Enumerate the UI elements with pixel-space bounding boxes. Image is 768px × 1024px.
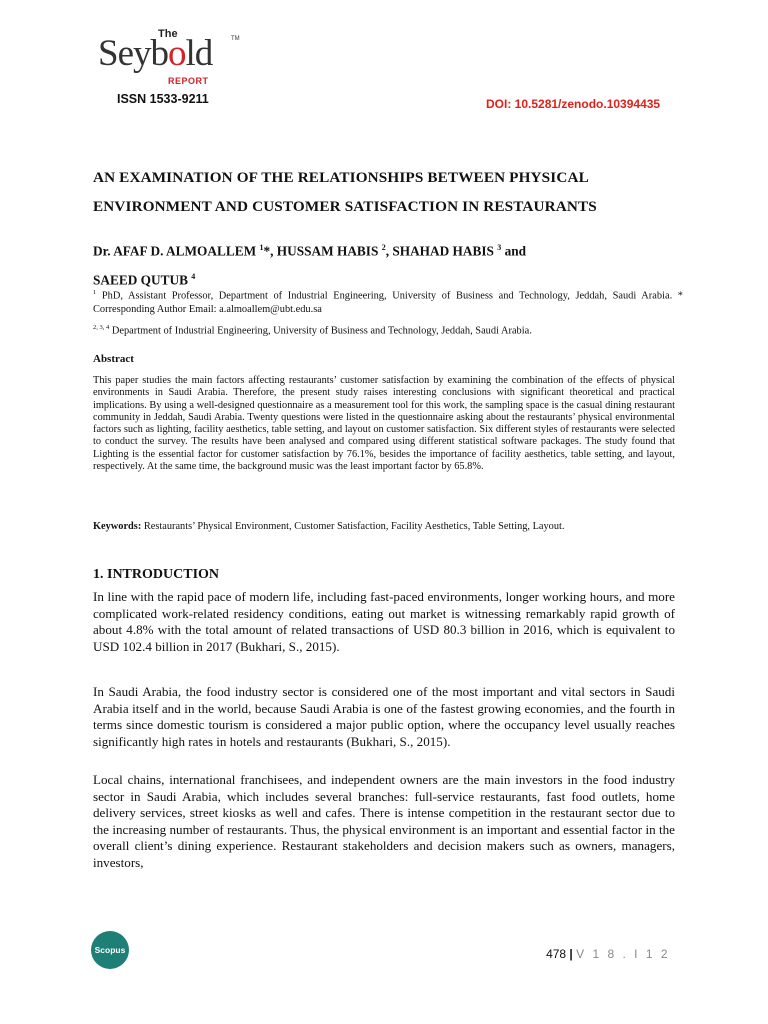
logo-word-a: Seyb (98, 33, 168, 74)
footer-separator: | (566, 947, 577, 961)
affiliation-1-sup: 1 (93, 289, 97, 296)
scopus-badge-icon: Scopus (91, 931, 129, 969)
author-sep: , (385, 243, 393, 259)
page-footer (540, 947, 670, 961)
journal-logo (96, 28, 246, 88)
title-line-1: AN EXAMINATION OF THE RELATIONSHIPS BETWEEN PHYSICAL (93, 169, 589, 186)
abstract-heading: Abstract (93, 353, 134, 365)
keywords-label: Keywords: (93, 521, 142, 532)
section-heading-introduction: 1. INTRODUCTION (93, 567, 220, 582)
keywords (93, 521, 675, 534)
logo-report: REPORT (168, 76, 209, 86)
page-number: 478 (546, 947, 567, 961)
abstract-body: This paper studies the main factors affecting restaurants’ customer satisfaction by examining the combination of the effects of physical environments in Saudi Arabia. Therefore, the present study raises interesting conclusions with significant theoretical and practical implications. By using a well-designed questionnaire as a measurement tool for this work, the sampling space is the casual dining restaurant community in Jeddah, Saudi Arabia. Twenty questions were listed in the questionnaire asking about the restaurants’ physical environmental factors such as lighting, facility aesthetics, table setting, and layout on customer satisfaction. Six different styles of restaurants were selected to conduct the survey. The results have been analysed and compared using different statistical software packages. The study found that Lighting is the essential factor for customer satisfaction by 76.1%, besides the importance of facility aesthetics, table setting, and layout, respectively. At the same time, the background music was the least important factor by 65.8%. (93, 375, 675, 473)
affiliation-1 (93, 286, 683, 316)
author-3: SHAHAD HABIS (392, 243, 498, 259)
intro-paragraph-1: In line with the rapid pace of modern life, including fast-paced environments, longer working hours, and more complicated work-related residency conditions, eating out market is witnessing remarkably rapid growth of about 4.8% with the total amount of related transactions of USD 80.3 billion in 2016, which is equivalent to USD 102.4 billion in 2017 (Bukhari, S., 2015). (93, 589, 675, 654)
intro-paragraph-2: In Saudi Arabia, the food industry sector is considered one of the most important and vital sectors in Saudi Arabia itself and in the world, because Saudi Arabia is one of the fastest growing economies, and the fourth in terms since domestic tourism is considered a major public option, where the occupancy level usually reaches significantly high rates in hotels and restaurants (Bukhari, S., 2015). (93, 684, 675, 749)
affiliation-1-text: PhD, Assistant Professor, Department of Industrial Engineering, University of Business and Technology, Jeddah, Saudi Arabia. * Corresponding Author Email: a.almoallem@ubt.edu.sa (93, 290, 683, 315)
author-1-star: *, (263, 243, 277, 259)
paper-title (93, 163, 683, 221)
keywords-text: Restaurants’ Physical Environment, Customer Satisfaction, Facility Aesthetics, Table Setting, Layout. (141, 521, 565, 532)
author-1-sup: 1 (259, 243, 264, 252)
author-3-sup: 3 (497, 243, 502, 252)
title-line-2: ENVIRONMENT AND CUSTOMER SATISFACTION IN RESTAURANTS (93, 198, 597, 215)
logo-word-b: ld (185, 33, 213, 74)
author-4-sup: 4 (191, 272, 196, 282)
intro-paragraph-3: Local chains, international franchisees, and independent owners are the main investors in the food industry sector in Saudi Arabia, which includes several branches: full-service restaurants, fast food outlets, home delivery services, street kiosks as well and cafes. There is intense competition in the restaurant sector due to the increasing number of restaurants. Thus, the physical environment is an important and essential factor in the overall client’s dining experience. Restaurant stakeholders and decision makers such as owners, managers, investors, (93, 772, 675, 870)
author-4: SAEED QUTUB (93, 272, 192, 288)
doi-link[interactable]: DOI: 10.5281/zenodo.10394435 (486, 97, 661, 111)
author-1: Dr. AFAF D. ALMOALLEM (93, 243, 260, 259)
author-2-sup: 2 (381, 243, 386, 252)
logo-wordmark (98, 34, 212, 74)
author-and: and (501, 243, 527, 259)
issn: ISSN 1533-9211 (117, 92, 209, 106)
affiliation-2-sup: 2, 3, 4 (93, 324, 110, 331)
affiliation-2 (93, 321, 683, 338)
logo-tm: TM (231, 36, 240, 42)
logo-the: The (158, 28, 178, 40)
volume-issue: V 1 8 . I 1 2 (576, 947, 670, 961)
author-2: HUSSAM HABIS (276, 243, 382, 259)
affiliation-2-text: Department of Industrial Engineering, University of Business and Technology, Jeddah, Saudi Arabia. (109, 325, 532, 337)
logo-word-o: o (168, 33, 186, 74)
